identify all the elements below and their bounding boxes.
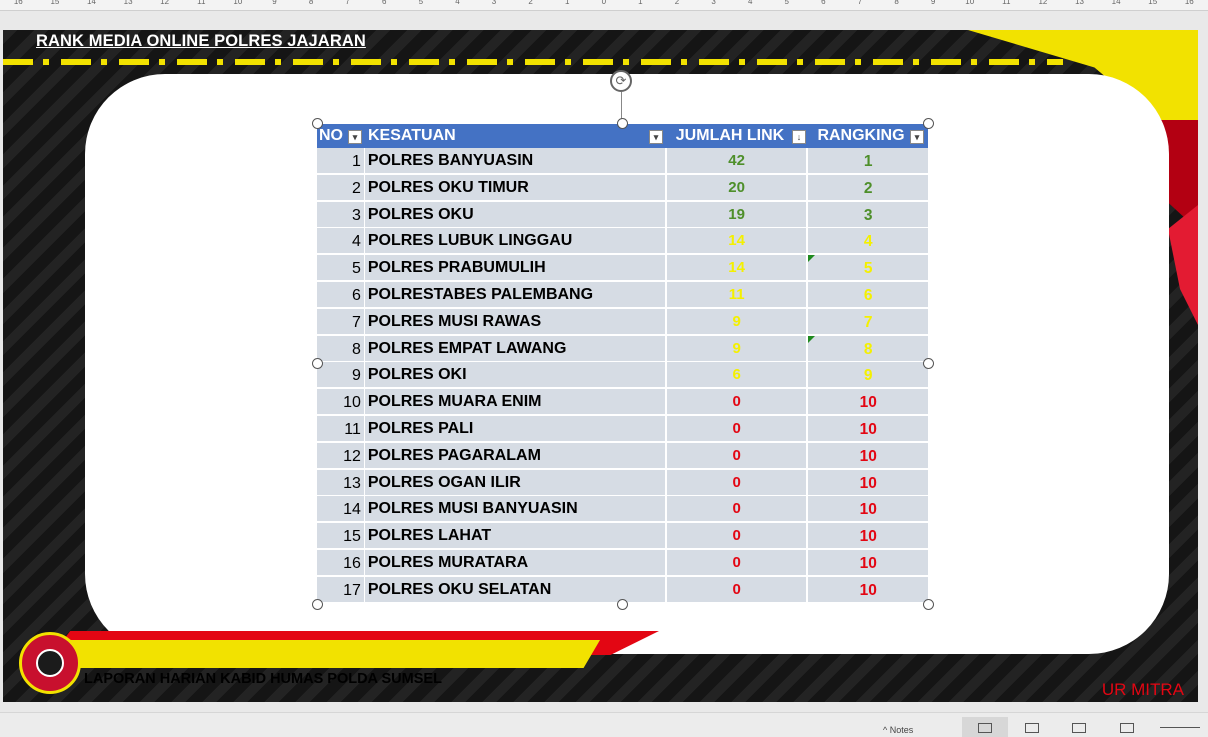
cell-rangking: 8 xyxy=(808,336,928,363)
cell-kesatuan: POLRES OKU TIMUR xyxy=(365,175,667,202)
table-row[interactable] xyxy=(317,309,928,336)
cell-kesatuan: POLRES BANYUASIN xyxy=(365,148,667,175)
cell-rangking: 10 xyxy=(808,523,928,550)
cell-jumlah-link: 0 xyxy=(667,523,809,550)
table-row[interactable] xyxy=(317,523,928,550)
cell-jumlah-link: 0 xyxy=(667,470,809,497)
cell-rangking: 1 xyxy=(808,148,928,175)
table-row[interactable] xyxy=(317,282,928,309)
table-row[interactable] xyxy=(317,148,928,175)
footer-yellow-banner xyxy=(52,640,600,668)
ruler-label: 7 xyxy=(345,0,350,6)
cell-kesatuan: POLRES LAHAT xyxy=(365,523,667,550)
slide-sorter-icon[interactable] xyxy=(1025,723,1039,733)
cell-kesatuan: POLRES PALI xyxy=(365,416,667,443)
cell-no: 11 xyxy=(317,416,365,443)
cell-jumlah-link: 19 xyxy=(667,202,809,229)
ruler-label: 13 xyxy=(123,0,133,6)
decor-dashed-line xyxy=(3,59,1063,65)
ruler-label: 3 xyxy=(711,0,716,6)
cell-rangking: 7 xyxy=(808,309,928,336)
ruler-label: 10 xyxy=(233,0,243,6)
cell-no: 5 xyxy=(317,255,365,282)
cell-no: 3 xyxy=(317,202,365,229)
ruler-label: 15 xyxy=(50,0,60,6)
cell-jumlah-link: 14 xyxy=(667,228,809,255)
ruler-label: 9 xyxy=(272,0,277,6)
table-row[interactable] xyxy=(317,202,928,229)
cell-rangking: 9 xyxy=(808,362,928,389)
cell-rangking: 10 xyxy=(808,577,928,604)
cell-jumlah-link: 0 xyxy=(667,577,809,604)
table-row[interactable] xyxy=(317,443,928,470)
ruler-label: 8 xyxy=(308,0,314,6)
cell-no: 17 xyxy=(317,577,365,604)
cell-jumlah-link: 20 xyxy=(667,175,809,202)
ruler-label: 8 xyxy=(894,0,899,6)
zoom-slider[interactable] xyxy=(1160,727,1200,728)
table-row[interactable] xyxy=(317,336,928,363)
comment-indicator-icon xyxy=(808,255,815,262)
cell-kesatuan: POLRES MUSI BANYUASIN xyxy=(365,496,667,523)
cell-rangking: 10 xyxy=(808,416,928,443)
ruler-label: 4 xyxy=(747,0,753,6)
header-no: NO ▾ xyxy=(317,124,365,148)
table-row[interactable] xyxy=(317,470,928,497)
cell-no: 14 xyxy=(317,496,365,523)
cell-kesatuan: POLRES PAGARALAM xyxy=(365,443,667,470)
cell-no: 8 xyxy=(317,336,365,363)
filter-dropdown-icon[interactable]: ▾ xyxy=(910,130,924,144)
cell-jumlah-link: 6 xyxy=(667,362,809,389)
ranking-table[interactable] xyxy=(317,124,928,605)
resize-handle[interactable] xyxy=(617,599,628,610)
table-row[interactable] xyxy=(317,550,928,577)
cell-no: 10 xyxy=(317,389,365,416)
ruler-label: 5 xyxy=(418,0,424,6)
cell-jumlah-link: 0 xyxy=(667,550,809,577)
rotate-handle-icon[interactable]: ⟳ xyxy=(610,70,632,92)
resize-handle[interactable] xyxy=(312,599,323,610)
ruler-label: 13 xyxy=(1075,0,1084,6)
chevron-up-icon: ^ xyxy=(883,725,888,735)
cell-no: 1 xyxy=(317,148,365,175)
resize-handle[interactable] xyxy=(923,358,934,369)
ruler-label: 10 xyxy=(965,0,975,6)
ruler-label: 3 xyxy=(491,0,497,6)
cell-rangking: 2 xyxy=(808,175,928,202)
table-row[interactable] xyxy=(317,255,928,282)
cell-rangking: 3 xyxy=(808,202,928,229)
filter-dropdown-icon[interactable]: ▾ xyxy=(649,130,663,144)
ruler-label: 16 xyxy=(13,0,23,6)
notes-button[interactable]: ^ Notes xyxy=(883,725,914,735)
ruler-label: 6 xyxy=(821,0,826,6)
cell-kesatuan: POLRES MUSI RAWAS xyxy=(365,309,667,336)
comment-indicator-icon xyxy=(808,336,815,343)
cell-kesatuan: POLRESTABES PALEMBANG xyxy=(365,282,667,309)
cell-no: 7 xyxy=(317,309,365,336)
filter-dropdown-icon[interactable]: ▾ xyxy=(348,130,362,144)
table-row[interactable] xyxy=(317,389,928,416)
cell-rangking: 10 xyxy=(808,443,928,470)
cell-kesatuan: POLRES PRABUMULIH xyxy=(365,255,667,282)
cell-no: 12 xyxy=(317,443,365,470)
header-rangking: RANGKING ▾ xyxy=(808,124,928,148)
table-row[interactable] xyxy=(317,416,928,443)
cell-jumlah-link: 9 xyxy=(667,336,809,363)
cell-kesatuan: POLRES MURATARA xyxy=(365,550,667,577)
cell-kesatuan: POLRES MUARA ENIM xyxy=(365,389,667,416)
cell-kesatuan: POLRES OKU SELATAN xyxy=(365,577,667,604)
cell-no: 9 xyxy=(317,362,365,389)
resize-handle[interactable] xyxy=(312,358,323,369)
header-jumlah-link: JUMLAH LINK ↓ xyxy=(668,124,808,148)
decor-red-stripe-2 xyxy=(1168,205,1198,325)
ruler-label: 1 xyxy=(638,0,643,6)
cell-no: 2 xyxy=(317,175,365,202)
cell-jumlah-link: 0 xyxy=(667,389,809,416)
cell-jumlah-link: 0 xyxy=(667,496,809,523)
cell-jumlah-link: 14 xyxy=(667,255,809,282)
cell-no: 16 xyxy=(317,550,365,577)
slide-title: RANK MEDIA ONLINE POLRES JAJARAN xyxy=(36,32,366,50)
watermark-text: UR MITRA xyxy=(1101,680,1184,699)
ruler-labels xyxy=(0,0,1208,7)
cell-kesatuan: POLRES EMPAT LAWANG xyxy=(365,336,667,363)
status-bar xyxy=(0,712,1208,737)
ruler-label: 0 xyxy=(601,0,607,6)
ruler-label: 12 xyxy=(1038,0,1048,6)
ruler-label: 1 xyxy=(564,0,570,6)
ruler-label: 12 xyxy=(160,0,170,6)
resize-handle[interactable] xyxy=(312,118,323,129)
table-row[interactable] xyxy=(317,496,928,523)
cell-no: 6 xyxy=(317,282,365,309)
horizontal-ruler xyxy=(0,0,1208,11)
table-row[interactable] xyxy=(317,228,928,255)
ruler-label: 15 xyxy=(1148,0,1158,6)
ruler-label: 2 xyxy=(528,0,533,6)
cell-kesatuan: POLRES OGAN ILIR xyxy=(365,470,667,497)
ruler-label: 11 xyxy=(197,0,206,6)
resize-handle[interactable] xyxy=(617,118,628,129)
cell-rangking: 10 xyxy=(808,389,928,416)
ruler-label: 6 xyxy=(382,0,387,6)
cell-rangking: 10 xyxy=(808,470,928,497)
cell-no: 15 xyxy=(317,523,365,550)
ruler-label: 11 xyxy=(1002,0,1011,6)
cell-kesatuan: POLRES OKU xyxy=(365,202,667,229)
cell-kesatuan: POLRES LUBUK LINGGAU xyxy=(365,228,667,255)
cell-jumlah-link: 42 xyxy=(667,148,809,175)
resize-handle[interactable] xyxy=(923,118,934,129)
ruler-label: 16 xyxy=(1184,0,1194,6)
ruler-label: 7 xyxy=(857,0,863,6)
header-kesatuan: KESATUAN ▾ xyxy=(365,124,668,148)
cell-rangking: 5 xyxy=(808,255,928,282)
cell-rangking: 10 xyxy=(808,496,928,523)
ruler-label: 9 xyxy=(930,0,936,6)
cell-jumlah-link: 11 xyxy=(667,282,809,309)
cell-rangking: 10 xyxy=(808,550,928,577)
ruler-label: 14 xyxy=(87,0,96,6)
cell-jumlah-link: 0 xyxy=(667,443,809,470)
polda-logo-icon xyxy=(19,632,81,694)
ruler-label: 5 xyxy=(784,0,789,6)
cell-rangking: 4 xyxy=(808,228,928,255)
ruler-label: 2 xyxy=(674,0,680,6)
slideshow-icon[interactable] xyxy=(1120,723,1134,733)
cell-no: 4 xyxy=(317,228,365,255)
sort-filter-icon[interactable]: ↓ xyxy=(792,130,806,144)
resize-handle[interactable] xyxy=(923,599,934,610)
table-row[interactable] xyxy=(317,362,928,389)
table-row[interactable] xyxy=(317,175,928,202)
reading-view-icon[interactable] xyxy=(1072,723,1086,733)
cell-jumlah-link: 9 xyxy=(667,309,809,336)
footer-text: LAPORAN HARIAN KABID HUMAS POLDA SUMSEL xyxy=(84,671,442,687)
cell-rangking: 6 xyxy=(808,282,928,309)
ruler-label: 14 xyxy=(1111,0,1121,6)
cell-no: 13 xyxy=(317,470,365,497)
normal-view-icon[interactable] xyxy=(978,723,992,733)
ruler-label: 4 xyxy=(455,0,460,6)
cell-jumlah-link: 0 xyxy=(667,416,809,443)
cell-kesatuan: POLRES OKI xyxy=(365,362,667,389)
